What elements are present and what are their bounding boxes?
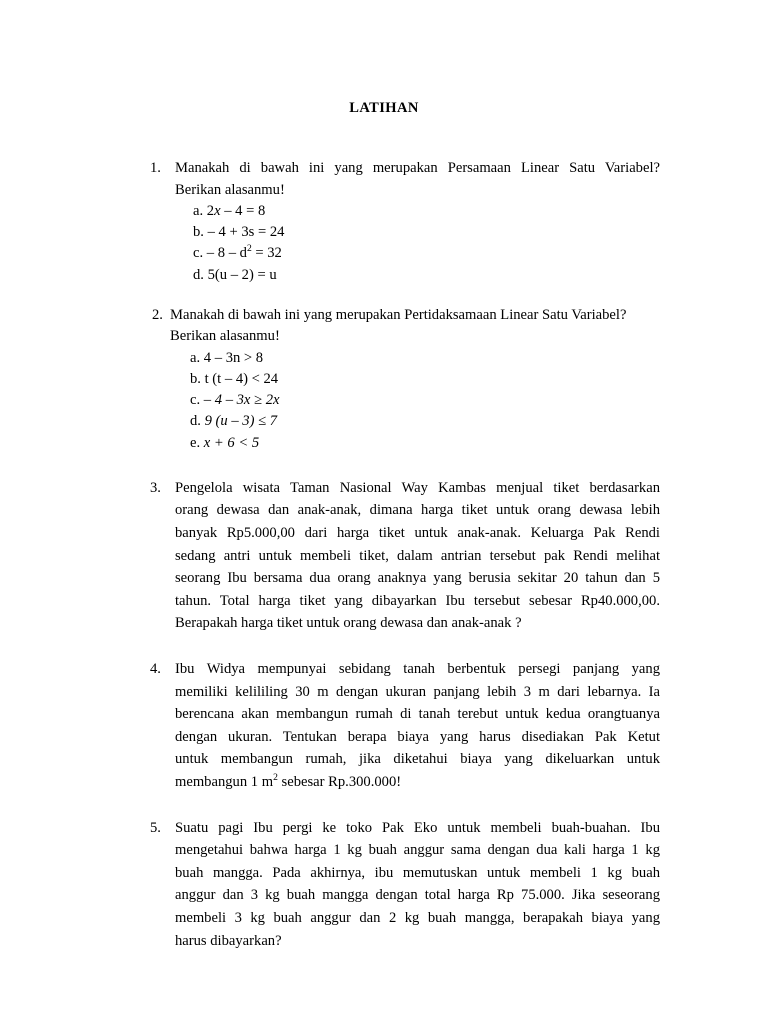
option-2b <box>190 369 660 390</box>
question-3-number: 3. <box>150 479 161 496</box>
option-1a-variable: x <box>214 203 221 219</box>
question-2-prompt <box>148 305 660 348</box>
question-5-line-5: membeli 3 kg buah anggur dan 2 kg buah mangga, berapakah biaya yang <box>175 909 660 926</box>
question-3-line-7: Berapakah harga tiket untuk orang dewasa dan anak-anak ? <box>175 615 522 632</box>
question-5-line-3: buah mangga. Pada akhirnya, ibu memutuskan untuk membeli 1 kg buah <box>175 864 660 881</box>
question-2-prompt-line-2: Berikan alasanmu! <box>170 328 280 345</box>
option-2e-label: e. <box>190 434 201 451</box>
question-item-3 <box>148 477 660 635</box>
option-1c-expression: – 8 – d <box>206 245 247 262</box>
question-item-2 <box>148 305 660 454</box>
question-list <box>148 158 660 956</box>
question-5-line-4: anggur dan 3 kg buah mangga dengan total harga Rp 75.000. Jika seseorang <box>175 887 660 904</box>
option-2c <box>190 390 660 411</box>
option-1a-label: a. <box>193 203 204 219</box>
question-1-number: 1. <box>150 160 161 176</box>
question-5-number: 5. <box>150 819 161 836</box>
question-3-line-5: seorang Ibu bersama dua orang anaknya yang berusia sekitar 20 tahun dan 5 <box>175 570 660 587</box>
question-2-number: 2. <box>152 306 163 323</box>
option-2d <box>190 411 660 432</box>
option-2a <box>190 348 660 369</box>
question-5-body <box>148 817 660 953</box>
option-1d-expression: 5(u – 2) = u <box>207 266 277 283</box>
option-1c <box>193 243 660 264</box>
question-3-line-6: tahun. Total harga tiket yang dibayarkan Ibu tersebut sebesar Rp40.000,00. <box>175 592 660 609</box>
option-2b-expression: t (t – 4) < 24 <box>204 371 279 388</box>
question-4-line-1: Ibu Widya mempunyai sebidang tanah berbentuk persegi panjang yang <box>175 660 660 677</box>
question-3-line-3: banyak Rp5.000,00 dari harga tiket untuk anak-anak. Keluarga Pak Rendi <box>175 525 660 542</box>
option-2b-label: b. <box>190 371 201 388</box>
option-2d-label: d. <box>190 413 201 430</box>
option-1c-expression-tail: = 32 <box>251 245 282 262</box>
question-item-1 <box>148 158 660 286</box>
question-4-line-6-pre: membangun 1 m <box>175 773 274 790</box>
option-1c-label: c. <box>193 245 204 262</box>
question-5-line-2: mengetahui bahwa harga 1 kg buah anggur sama dengan dua kali harga 1 kg <box>175 842 660 859</box>
question-4-line-6 <box>175 771 660 794</box>
page-title: LATIHAN <box>349 100 419 116</box>
question-4-line-2: memiliki kelililing 30 m dengan ukuran panjang lebih 3 m dari lebarnya. Ia <box>175 683 660 700</box>
question-1-prompt-line-2: Berikan alasanmu! <box>175 181 285 198</box>
option-2a-expression: 4 – 3n > 8 <box>203 349 264 366</box>
option-2e <box>190 433 660 454</box>
option-1d <box>193 265 660 286</box>
question-item-4 <box>148 658 660 794</box>
question-4-body <box>148 658 660 794</box>
question-4-number: 4. <box>150 660 161 677</box>
question-1-options <box>148 201 660 286</box>
question-4-area-exponent: 2 <box>273 772 278 784</box>
option-1d-label: d. <box>193 266 204 283</box>
option-1a <box>193 201 660 222</box>
question-4-line-5: untuk membangun rumah, jika diketahui biaya yang dikeluarkan untuk <box>175 751 660 768</box>
question-3-line-4: sedang antri untuk membeli tiket, dalam antrian tersebut pak Rendi melihat <box>175 547 660 564</box>
option-1b-expression: – 4 + 3s = 24 <box>207 224 285 241</box>
question-5-line-1: Suatu pagi Ibu pergi ke toko Pak Eko untuk membeli buah-buahan. Ibu <box>175 819 660 836</box>
option-1a-expression: – 4 = 8 <box>220 203 266 219</box>
option-1a-coefficient: 2 <box>206 203 215 219</box>
question-1-prompt <box>148 158 660 201</box>
option-2c-label: c. <box>190 392 201 409</box>
question-4-line-3: berencana akan membangun rumah di tanah terebut untuk kedua orangtuanya <box>175 706 660 723</box>
question-4-line-6-post: sebesar Rp.300.000! <box>277 773 402 790</box>
question-2-prompt-line-1: Manakah di bawah ini yang merupakan Pertidaksamaan Linear Satu Variabel? <box>170 306 627 323</box>
option-1b <box>193 222 660 243</box>
question-item-5 <box>148 817 660 953</box>
question-4-line-4: dengan ukuran. Tentukan berapa biaya yang harus disediakan Pak Ketut <box>175 728 660 745</box>
option-2d-expression: 9 (u – 3) ≤ 7 <box>204 413 278 430</box>
question-1-prompt-line-1: Manakah di bawah ini yang merupakan Persamaan Linear Satu Variabel? <box>175 160 660 176</box>
question-5-line-6: harus dibayarkan? <box>175 932 282 949</box>
option-2c-expression: – 4 – 3x ≥ 2x <box>203 392 280 409</box>
option-2e-expression: x + 6 < 5 <box>203 434 260 451</box>
question-3-body <box>148 477 660 635</box>
option-1b-label: b. <box>193 224 204 241</box>
option-1c-exponent: 2 <box>246 243 252 255</box>
question-3-line-1: Pengelola wisata Taman Nasional Way Kambas menjual tiket berdasarkan <box>175 479 660 496</box>
question-3-line-2: orang dewasa dan anak-anak, dimana harga tiket untuk orang dewasa lebih <box>175 502 660 519</box>
question-2-options <box>148 348 660 454</box>
option-2a-label: a. <box>190 349 201 366</box>
